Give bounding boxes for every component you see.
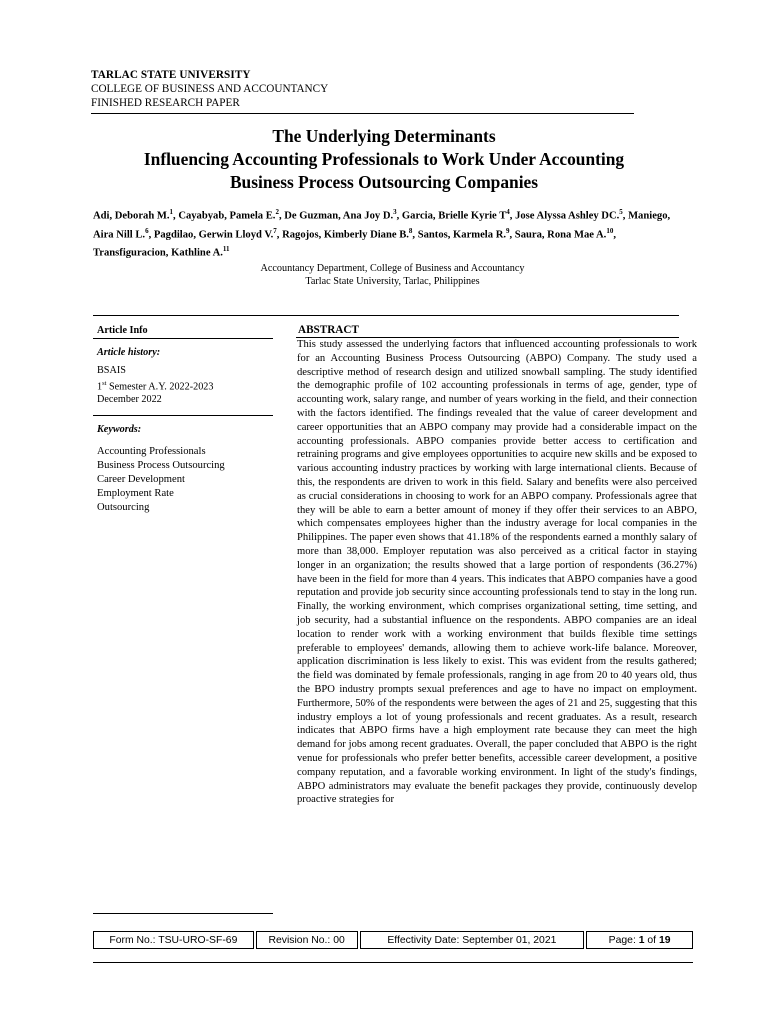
university-name: TARLAC STATE UNIVERSITY — [91, 69, 251, 81]
page-total: 19 — [658, 934, 671, 946]
semester — [97, 378, 214, 394]
program: BSAIS — [97, 365, 126, 376]
history-divider — [93, 415, 273, 416]
title-line-2: Influencing Accounting Professionals to Work Under Accounting — [143, 149, 625, 169]
author-separator: , — [276, 229, 283, 241]
semester-suffix: st — [102, 379, 107, 387]
abstract-text: This study assessed the underlying factors that influenced accounting professionals to work for an Accounting Business Process Outsourcing (ABPO) Company. The study used a descriptive method of research design and utilized snowball sampling. The study identified the demographic profile of 102 accounting professionals in terms of age, gender, type of accounting work, salary range, and number of years working in the field, and their connection with the factors identified. The findings revealed that the value of career development and career opportunities that an ABPO company may provide had a considerable impact on the accounting professionals. ABPO companies provide better access to certification and retraining programs and give employees opportunities to acquire new skills and be exposed to various accounting industry practices by working with large international clients. Because of this, the respondents are driven to work in this field. Salary and benefits were also perceived as crucial considerations in choosing to work for an ABPO company. Professionals agree that they will be able to earn a better amount of money if they offer their services to an ABPO, which compensates employees higher than the industry average for local companies in the Philippines. The paper even shows that 41.18% of the respondents earned a monthly salary of more than 38,000. Employer reputation was also perceived as a critical factor in staying longer in an organization; the results showed that a large portion of respondents (36.27%) have been in the field for more than 4 years. This indicates that ABPO companies have a good reputation and provide job security since accounting professionals tend to stay in the long run. Finally, the working environment, which comprises organizational setting, time setting, and job security, had a substantial influence on the respondents. ABPO companies are an ideal location to render work with a working environment that builds flexible time settings preferable to employees' demands, allowing them to achieve work-life balance. Moreover, application discrimination is less likely to exist. This was evident from the results gathered; the field was dominated by female professionals, ranging in age from 20 to 40 years old, thus the BPO industry prompts sexual preferences and age to have no impact on employment. Furthermore, 50% of the respondents were between the ages of 21 and 25, suggesting that this industry employs a lot of young professionals and recent graduates. As a result, research indicates that ABPO firms have a high employment rate because they can meet the high demand for jobs among recent graduates. Overall, the paper concluded that ABPO is the right venue for professionals who prefer better benefits, accessible career development, a positive company reputation, and a favorable working environment. In light of the study's findings, ABPO administrators may evaluate the benefit packages they provide, continuously develop proactive strategies for — [297, 339, 697, 806]
author-name: Santos, Karmela R. — [417, 229, 506, 241]
keyword-item: Outsourcing — [97, 502, 150, 513]
semester-text: Semester A.Y. 2022-2023 — [106, 380, 214, 392]
author-name: Ragojos, Kimberly Diane B. — [282, 229, 409, 241]
revision-number: Revision No.: 00 — [256, 931, 358, 949]
author-name: Cayabyab, Pamela E. — [178, 210, 276, 222]
author-affiliation-number: 6 — [145, 226, 149, 235]
author-name: Transfiguracion, Kathline A. — [93, 247, 223, 259]
author-separator: , — [173, 210, 179, 222]
author-separator: , — [396, 210, 402, 222]
author-name: Adi, Deborah M. — [93, 210, 170, 222]
author-name: Garcia, Brielle Kyrie T — [401, 210, 507, 222]
form-number: Form No.: TSU-URO-SF-69 — [93, 931, 254, 949]
effectivity-date: Effectivity Date: September 01, 2021 — [360, 931, 585, 949]
keywords-bottom-divider — [93, 913, 273, 914]
author-affiliation-number: 10 — [606, 226, 614, 235]
author-separator: , — [148, 229, 154, 241]
author-separator: , — [278, 210, 285, 222]
keyword-item: Business Process Outsourcing — [97, 460, 225, 471]
keywords-heading: Keywords: — [97, 424, 142, 435]
author-name: Jose Alyssa Ashley DC. — [515, 210, 620, 222]
author-separator: , — [412, 229, 418, 241]
form-footer — [93, 931, 693, 949]
abstract-heading: ABSTRACT — [298, 324, 359, 336]
affiliation-line-2: Tarlac State University, Tarlac, Philippines — [305, 276, 480, 287]
author-affiliation-number: 3 — [393, 208, 397, 216]
page-mid: of — [644, 934, 659, 946]
history-date: December 2022 — [97, 393, 162, 405]
author-separator: , — [509, 229, 515, 241]
affiliation — [100, 262, 685, 288]
author-list — [93, 205, 683, 261]
author-name: Saura, Rona Mae A. — [514, 229, 607, 241]
author-separator: , — [613, 229, 619, 241]
article-history — [97, 365, 214, 406]
author-affiliation-number: 9 — [506, 226, 510, 235]
article-history-heading: Article history: — [97, 347, 161, 358]
author-affiliation-number: 7 — [273, 226, 277, 235]
author-affiliation-number: 4 — [506, 208, 510, 216]
page-prefix: Page: — [608, 934, 639, 946]
institution-header — [91, 68, 631, 110]
semester-number: 1 — [97, 380, 103, 392]
author-name: Pagdilao, Gerwin Lloyd V. — [153, 229, 274, 241]
keyword-item: Employment Rate — [97, 488, 174, 499]
article-info-divider — [93, 338, 273, 339]
author-separator: , — [622, 210, 629, 222]
author-affiliation-number: 8 — [408, 226, 413, 235]
page-current: 1 — [638, 934, 645, 946]
author-affiliation-number: 5 — [619, 208, 623, 216]
keywords-list — [97, 445, 225, 515]
author-separator: , — [509, 210, 516, 222]
page-number — [586, 931, 693, 949]
keyword-item: Accounting Professionals — [97, 446, 206, 457]
title-line-1: The Underlying Determinants — [272, 126, 496, 146]
header-divider — [91, 113, 634, 114]
author-affiliation-number: 11 — [222, 245, 230, 254]
article-info-heading-wrap — [97, 324, 277, 337]
college-name: COLLEGE OF BUSINESS AND ACCOUNTANCY — [91, 83, 329, 95]
article-info-heading: Article Info — [97, 325, 148, 336]
title-line-3: Business Process Outsourcing Companies — [229, 172, 539, 192]
author-affiliation-number: 2 — [275, 208, 279, 216]
paper-title — [60, 125, 708, 194]
footer-divider — [93, 962, 693, 963]
document-type: FINISHED RESEARCH PAPER — [91, 97, 240, 109]
author-name: De Guzman, Ana Joy D. — [284, 210, 394, 222]
affiliation-line-1: Accountancy Department, College of Business and Accountancy — [260, 263, 525, 274]
author-affiliation-number: 1 — [169, 208, 174, 216]
author-name: Maniego, Aira Nill L. — [93, 210, 671, 241]
section-divider — [93, 315, 679, 316]
keyword-item: Career Development — [97, 474, 185, 485]
